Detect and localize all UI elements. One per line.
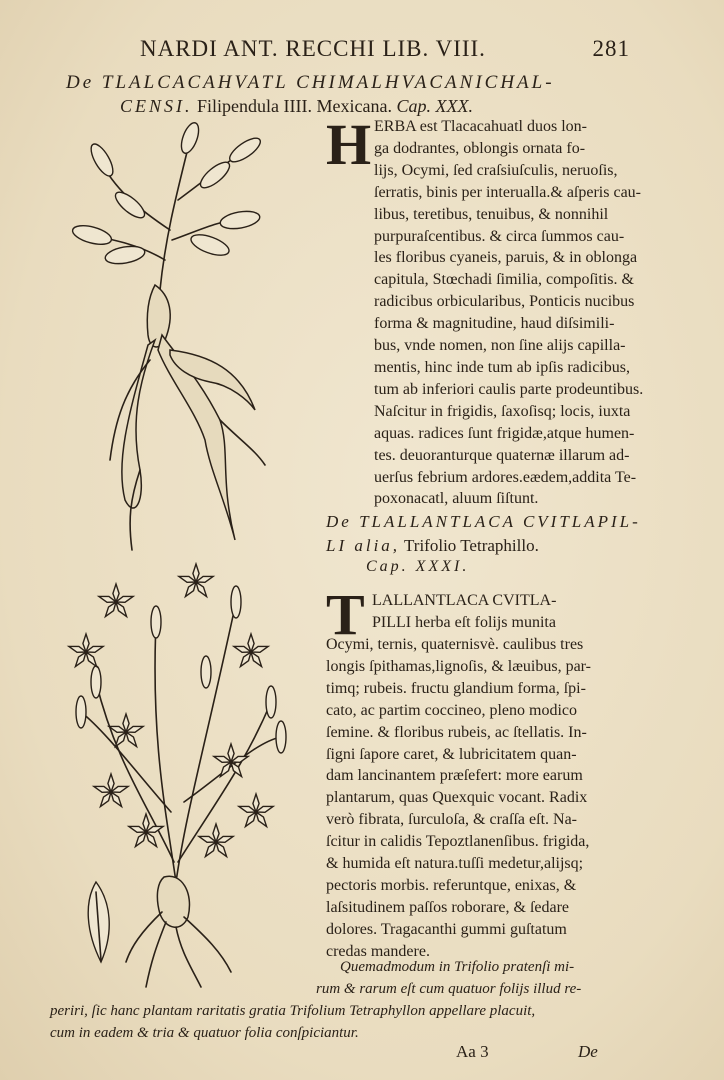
chapter31-line: Ocymi, ternis, quaternisvè. caulibus tres <box>326 636 584 653</box>
chapter30-line: tum ab inferiori caulis parte prodeuntibus. <box>374 380 644 398</box>
chapter31-first-line-1: LALLANTLACA CVITLA- <box>372 592 557 609</box>
star-leaf-cluster <box>179 564 213 597</box>
note-line-2: rum & rarum eſt cum quatuor folijs illud re- <box>316 981 582 997</box>
chapter31-title-line2 <box>326 536 539 556</box>
chapter31-line: timq; rubeis. fructu glandium forma, ſpi- <box>326 679 586 697</box>
chapter30-title-line2 <box>120 96 473 117</box>
chapter30-line: aquas. radices ſunt frigidæ,atque humen- <box>374 424 635 442</box>
star-leaf-cluster <box>109 714 143 747</box>
note-line-1: Quemadmodum in Trifolio pratenſi mi- <box>340 959 575 975</box>
flower-spike <box>201 656 211 688</box>
chapter31-body <box>326 634 591 963</box>
chapter31-title-italic: LI alia, <box>326 536 401 555</box>
chapter31-title-roman: Trifolio Tetraphillo. <box>404 536 539 555</box>
tlalcacahuatl-woodcut <box>70 120 270 560</box>
chapter31-line: ſcitur in calidis Tepoztlanenſibus. frigida, <box>326 833 590 851</box>
running-head-title: NARDI ANT. RECCHI LIB. VIII. <box>140 36 486 61</box>
chapter31-title-line1: De TLALLANTLACA CVITLAPIL- <box>326 512 641 531</box>
star-leaf-cluster <box>234 634 268 667</box>
chapter31-line: & humida eſt natura.tuſſi medetur,alijsq; <box>326 855 584 873</box>
chapter30-title-roman: Filipendula IIII. Mexicana. <box>197 96 392 116</box>
chapter30-line: forma & magnitudine, haud diſsimili- <box>374 315 615 333</box>
chapter30-line: poxonacatl, aluum ſiſtunt. <box>374 490 539 508</box>
chapter30-body <box>374 116 643 510</box>
chapter31-line: ſigni ſapore caret, & lubricitatem quan- <box>326 745 577 763</box>
flower-spike <box>76 696 86 728</box>
flower-spike <box>266 686 276 718</box>
chapter30-line: ſerratis, binis per interualla.& aſperis cau- <box>374 183 642 201</box>
chapter31-line: dam lancinantem præſefert: more earum <box>326 767 583 785</box>
star-leaf-cluster <box>199 824 233 857</box>
chapter31-line: cato, ac partim coccineo, pleno modico <box>326 701 578 719</box>
chapter30-line: radicibus orbicularibus, Ponticis nucibus <box>374 293 635 311</box>
chapter31-cap-number: Cap. XXXI. <box>366 558 470 575</box>
chapter30-line: capitula, Stœchadi ſimilia, compoſitis. & <box>374 271 634 289</box>
flower-spike <box>231 586 241 618</box>
chapter30-line: Naſcitur in frigidis, ſaxoſisq; locis, iuxta <box>374 402 631 420</box>
note-line-3: periri, ſic hanc plantam raritatis gratia Trifolium Tetraphyllon appellare placuit, <box>50 1003 536 1019</box>
chapter31-line: dolores. Tragacanthi gummi guſtatum <box>326 920 567 938</box>
chapter30-line: lijs, Ocymi, ſed craſsiuſculis, neruoſis, <box>374 161 618 179</box>
chapter30-line: purpuraſcentibus. & circa ſummos cau- <box>374 227 625 245</box>
chapter30-line: les floribus cyaneis, paruis, & in oblonga <box>374 249 638 267</box>
star-leaf-cluster <box>99 584 133 617</box>
star-leaf-cluster <box>239 794 273 827</box>
chapter30-cap-number: Cap. XXX. <box>396 96 473 116</box>
catchword: De <box>578 1042 598 1061</box>
chapter30-line: ERBA est Tlacacahuatl duos lon- <box>374 118 587 135</box>
chapter30-line: mentis, hinc inde tum ab ipſis radicibus, <box>374 358 630 376</box>
chapter31-line: longis ſpithamas,lignoſis, & læuibus, par- <box>326 657 592 675</box>
star-leaf-cluster <box>129 814 163 847</box>
chapter30-line: bus, vnde nomen, non ſine alijs capilla- <box>374 337 626 355</box>
chapter31-first-line-2: PILLI herba eſt folijs munita <box>372 613 556 631</box>
flower-spike <box>151 606 161 638</box>
running-head <box>140 36 630 62</box>
flower-spike <box>91 666 101 698</box>
chapter30-drop-cap: H <box>326 112 372 177</box>
chapter31-line: verò fibrata, ſurculoſa, & craſſa eſt. Na- <box>326 811 577 829</box>
chapter30-title-line1: De TLALCACAHVATL CHIMALHVACANICHAL- <box>66 72 555 93</box>
chapter30-title-italic: CENSI. <box>120 96 193 116</box>
note-line-4: cum in eadem & tria & quatuor folia conſpiciantur. <box>50 1025 359 1041</box>
chapter31-line: credas mandere. <box>326 942 430 960</box>
chapter31-line: ſemine. & floribus rubeis, ac ſtellatis. In- <box>326 723 587 741</box>
flower-spike <box>276 721 286 753</box>
chapter30-line: uerſus febrium ardores.eædem,addita Te- <box>374 468 637 486</box>
tlallantlaca-cuitlapilli-woodcut <box>56 562 296 992</box>
page-number: 281 <box>592 36 630 61</box>
star-leaf-cluster <box>214 744 248 777</box>
chapter31-line: pectoris morbis. referuntque, enixas, & <box>326 876 577 894</box>
chapter31-drop-cap: T <box>326 582 365 647</box>
chapter30-line: libus, teretibus, tenuibus, & nonnihil <box>374 205 609 223</box>
chapter30-line: ga dodrantes, oblongis ornata fo- <box>374 139 586 157</box>
chapter31-line: plantarum, quas Quexquic vocant. Radix <box>326 789 588 807</box>
chapter31-first-lines <box>372 590 556 634</box>
chapter30-line: tes. deuoranturque quaternæ illarum ad- <box>374 446 630 464</box>
star-leaf-cluster <box>69 634 103 667</box>
signature-mark: Aa 3 <box>456 1042 489 1061</box>
star-leaf-cluster <box>94 774 128 807</box>
chapter31-line: laſsitudinem paſſos roborare, & ſedare <box>326 898 570 916</box>
